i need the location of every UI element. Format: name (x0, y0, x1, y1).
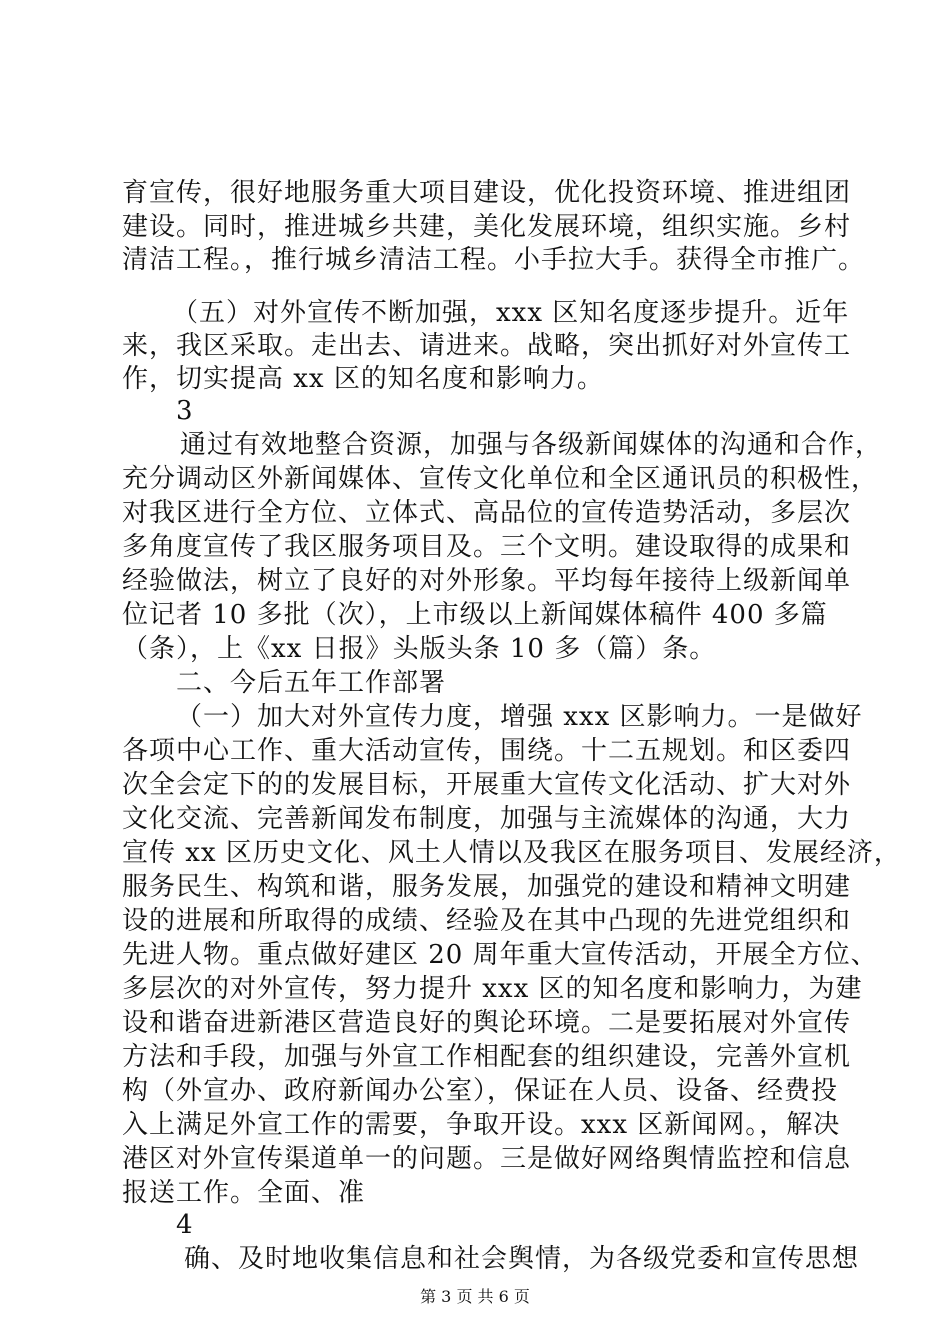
text-line: 方法和手段，加强与外宣工作相配套的组织建设，完善外宣机 (122, 1042, 852, 1072)
text-line: 设和谐奋进新港区营造良好的舆论环境。二是要拓展对外宣传 (122, 1008, 852, 1038)
text-line: 各项中心工作、重大活动宣传，围绕。十二五规划。和区委四 (122, 736, 852, 766)
text-line: 次全会定下的的发展目标，开展重大宣传文化活动、扩大对外 (122, 770, 852, 800)
text-line: 服务民生、构筑和谐，服务发展，加强党的建设和精神文明建 (122, 872, 852, 902)
text-line: 通过有效地整合资源，加强与各级新闻媒体的沟通和合作， (180, 430, 883, 460)
page-marker: 3 (176, 396, 194, 426)
text-line: 多角度宣传了我区服务项目及。三个文明。建设取得的成果和 (122, 532, 852, 562)
text-line: 宣传 xx 区历史文化、风土人情以及我区在服务项目、发展经济， (122, 838, 901, 868)
text-line: 设的进展和所取得的成绩、经验及在其中凸现的先进党组织和 (122, 906, 852, 936)
text-line: （一）加大对外宣传力度，增强 xxx 区影响力。一是做好 (176, 702, 863, 732)
text-line: 育宣传，很好地服务重大项目建设，优化投资环境、推进组团 (122, 178, 852, 208)
text-line: 建设。同时，推进城乡共建，美化发展环境，组织实施。乡村 (122, 212, 852, 242)
text-line: 经验做法，树立了良好的对外形象。平均每年接待上级新闻单 (122, 566, 852, 596)
text-line: 清洁工程。，推行城乡清洁工程。小手拉大手。获得全市推广。 (122, 245, 866, 275)
text-line: 文化交流、完善新闻发布制度，加强与主流媒体的沟通，大力 (122, 804, 852, 834)
section-heading: 二、今后五年工作部署 (176, 668, 447, 698)
text-line: 多层次的对外宣传，努力提升 xxx 区的知名度和影响力，为建 (122, 974, 863, 1004)
page-marker: 4 (176, 1210, 194, 1240)
text-line: （五）对外宣传不断加强，xxx 区知名度逐步提升。近年 (172, 298, 850, 328)
text-line: 充分调动区外新闻媒体、宣传文化单位和全区通讯员的积极性， (122, 464, 879, 494)
page-footer: 第 3 页 共 6 页 (420, 1287, 530, 1306)
text-line: 作，切实提高 xx 区的知名度和影响力。 (122, 364, 604, 394)
text-line: 确、及时地收集信息和社会舆情，为各级党委和宣传思想 (184, 1244, 860, 1274)
text-line: 先进人物。重点做好建区 20 周年重大宣传活动，开展全方位、 (122, 940, 878, 970)
text-line: 入上满足外宣工作的需要，争取开设。xxx 区新闻网。，解决 (122, 1110, 841, 1140)
text-line: 位记者 10 多批（次），上市级以上新闻媒体稿件 400 多篇 (122, 600, 828, 630)
text-line: （条），上《xx 日报》头版头条 10 多（篇）条。 (122, 634, 717, 664)
text-line: 构（外宣办、政府新闻办公室），保证在人员、设备、经费投 (122, 1076, 839, 1106)
text-line: 对我区进行全方位、立体式、高品位的宣传造势活动，多层次 (122, 498, 852, 528)
text-line: 报送工作。全面、准 (122, 1178, 366, 1208)
text-line: 港区对外宣传渠道单一的问题。三是做好网络舆情监控和信息 (122, 1144, 852, 1174)
text-line: 来，我区采取。走出去、请进来。战略，突出抓好对外宣传工 (122, 331, 852, 361)
